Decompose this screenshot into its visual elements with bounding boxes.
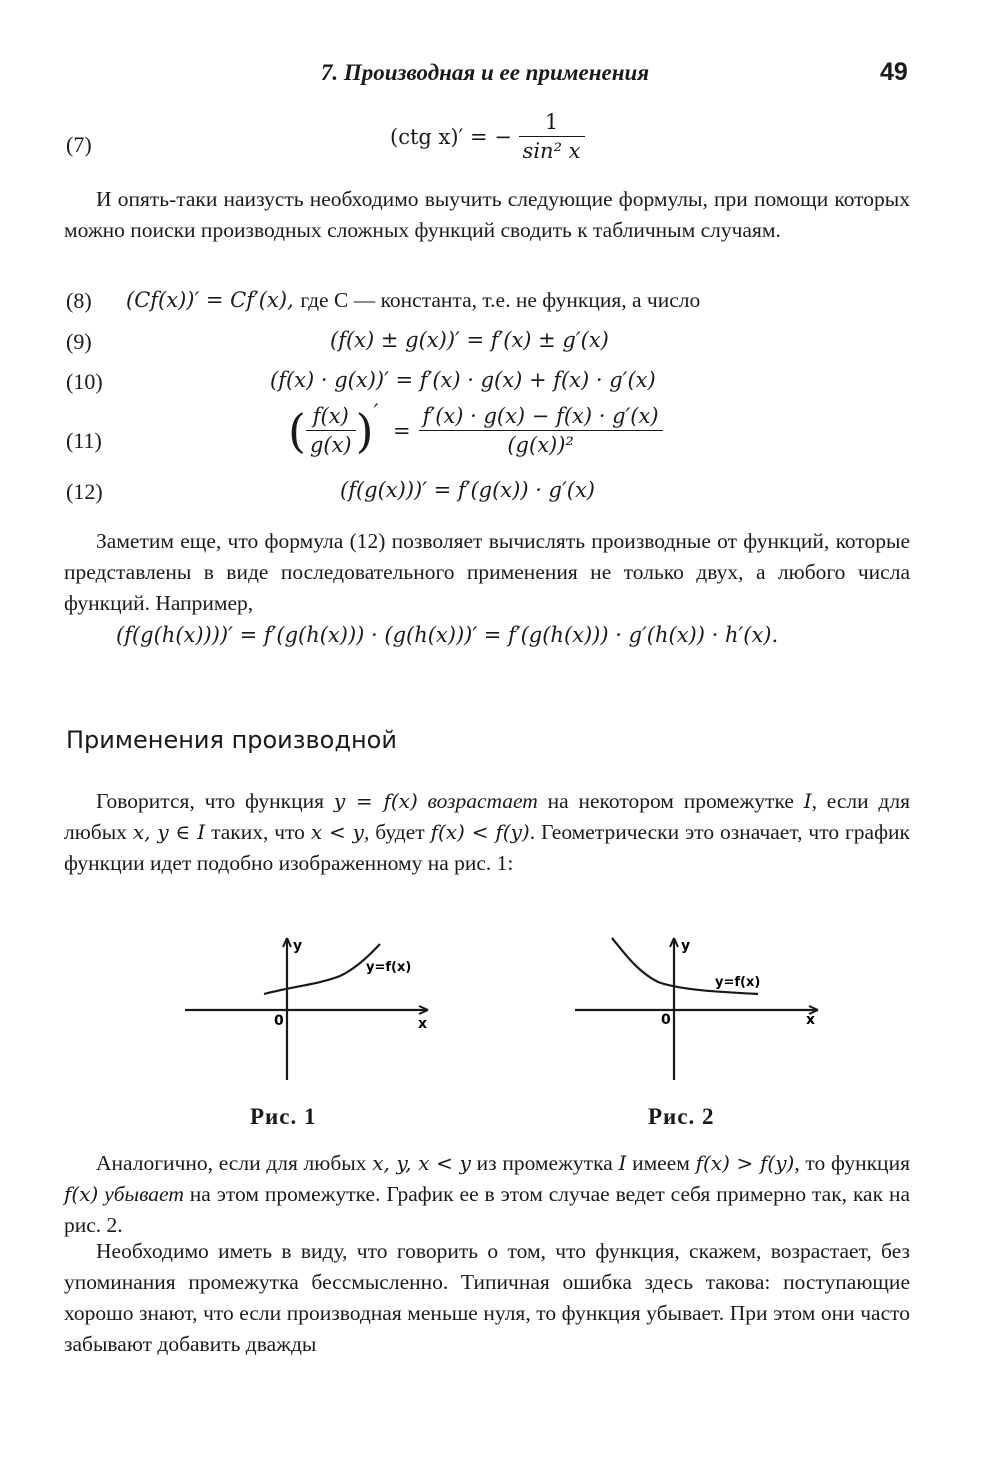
formula-7-lhs: (ctg x)′ = − <box>390 124 512 149</box>
p4-math-fx-gt-fy: f(x) > f(y) <box>695 1151 795 1175</box>
formula-7-number: (7) <box>66 132 92 157</box>
p3-math-xy-in-i: x, y ∈ I <box>132 820 206 844</box>
fig1-y-label: y <box>293 938 303 954</box>
paragraph-typical-mistake <box>64 1236 910 1360</box>
figure-1-caption: Рис. 1 <box>250 1104 317 1129</box>
section-title: Применения производной <box>66 726 397 754</box>
p4-math-xy: x, y, x < y <box>372 1151 471 1175</box>
p3-math-x-lt-y: x < y <box>310 820 364 844</box>
fig1-origin-label: 0 <box>274 1013 284 1029</box>
fig2-curve-label: y=f(x) <box>715 975 761 990</box>
formula-11-inner-num: f(x) <box>306 404 356 431</box>
formula-12: (f(g(x)))′ = f′(g(x)) · g′(x) <box>340 478 595 502</box>
paragraph-formula-12-note <box>64 526 910 619</box>
formula-11-rhs-den: (g(x))² <box>507 433 574 457</box>
p3-math-interval: I <box>803 789 812 813</box>
formula-8-number: (8) <box>66 288 92 313</box>
p3-math-function: y = f(x) <box>333 789 418 813</box>
formula-9: (f(x) ± g(x))′ = f′(x) ± g′(x) <box>330 328 609 352</box>
p3-text-d: таких, что <box>205 820 311 844</box>
formula-7-denominator: sin² x <box>522 139 581 163</box>
formula-11-right-paren: ) <box>355 403 374 458</box>
formula-8 <box>126 288 700 313</box>
figure-2-decreasing-graph <box>570 932 830 1087</box>
fig2-x-label: x <box>806 1012 816 1028</box>
formula-11-left-paren: ( <box>288 403 306 458</box>
p4-term-decreasing: убывает <box>104 1182 184 1206</box>
fig1-x-label: x <box>418 1016 428 1032</box>
example-chain-rule: (f(g(h(x))))′ = f′(g(h(x))) · (g(h(x)))′ = f′(g(h(x))) · g′(h(x)) · h′(x). <box>116 623 779 647</box>
paragraph-typical-mistake-text: Необходимо иметь в виду, что говорить о том, что функция, скажем, возрастает, без упоминания промежутка бессмысленно. Типичная ошибка здесь такова: поступающие хорошо знают, что если производная меньше нуля, то функция убывает. При этом они часто забывают добавить дважды <box>64 1239 910 1356</box>
p3-text-e: , будет <box>363 820 431 844</box>
formula-11-inner-fraction <box>306 404 356 457</box>
formula-8-expr: (Cf(x))′ = Cf′(x), <box>126 288 294 312</box>
p3-term-increasing: возрастает <box>427 789 538 813</box>
formula-11-inner-den: g(x) <box>309 433 352 457</box>
fig1-curve-label: y=f(x) <box>366 960 412 975</box>
formula-11-prime: ′ <box>373 400 379 424</box>
p4-text-d: , то функция <box>794 1151 910 1175</box>
formula-9-number: (9) <box>66 329 92 354</box>
formula-7-numerator: 1 <box>519 110 585 137</box>
paragraph-formula-12-text: Заметим еще, что формула (12) позволяет вычислять производные от функций, которые представлены в виде последовательного применения не только двух, а любого числа функций. Например, <box>64 529 910 615</box>
formula-11 <box>288 400 663 458</box>
formula-11-rhs-num: f′(x) · g(x) − f(x) · g′(x) <box>419 404 663 431</box>
p4-text-a: Аналогично, если для любых <box>96 1151 373 1175</box>
formula-12-number: (12) <box>66 479 103 504</box>
paragraph-intro-formulas <box>64 184 910 246</box>
running-header: 7. Производная и ее применения <box>320 60 650 85</box>
p3-text-f: . Геометрически это означает, что график функции идет подобно изображенному на рис. 1: <box>64 820 910 875</box>
formula-11-equals: = <box>393 418 411 443</box>
p3-math-fx-lt-fy: f(x) < f(y) <box>430 820 530 844</box>
p3-text-c: , если для любых <box>64 789 910 844</box>
formula-11-number: (11) <box>66 428 102 453</box>
formula-7 <box>390 110 585 163</box>
p4-text-c: имеем <box>626 1151 696 1175</box>
p4-text-e: на этом промежутке. График ее в этом случае ведет себя примерно так, как на рис. 2. <box>64 1182 911 1237</box>
formula-10: (f(x) · g(x))′ = f′(x) · g(x) + f(x) · g′(x) <box>270 368 656 392</box>
paragraph-intro-text: И опять-таки наизусть необходимо выучить следующие формулы, при помощи которых можно поиски производных сложных функций сводить к табличным случаям. <box>64 187 910 242</box>
p3-text-a: Говорится, что функция <box>96 789 334 813</box>
figure-1-increasing-graph <box>180 932 440 1087</box>
page-number: 49 <box>880 58 908 86</box>
fig1-curve <box>264 944 380 994</box>
p4-text-b: из промежутка <box>470 1151 619 1175</box>
fig2-origin-label: 0 <box>661 1012 671 1028</box>
formula-7-fraction <box>519 110 585 163</box>
formula-11-rhs-fraction <box>419 404 663 457</box>
paragraph-increasing-definition <box>64 786 910 879</box>
formula-10-number: (10) <box>66 369 103 394</box>
formula-8-note: где C — константа, т.е. не функция, а число <box>300 288 701 312</box>
figure-2-caption: Рис. 2 <box>648 1104 715 1129</box>
fig2-y-label: y <box>681 938 691 954</box>
p4-math-fx: f(x) <box>64 1182 99 1206</box>
p3-text-b: на некотором промежутке <box>537 789 804 813</box>
paragraph-decreasing-definition <box>64 1148 910 1241</box>
p4-math-interval: I <box>618 1151 627 1175</box>
